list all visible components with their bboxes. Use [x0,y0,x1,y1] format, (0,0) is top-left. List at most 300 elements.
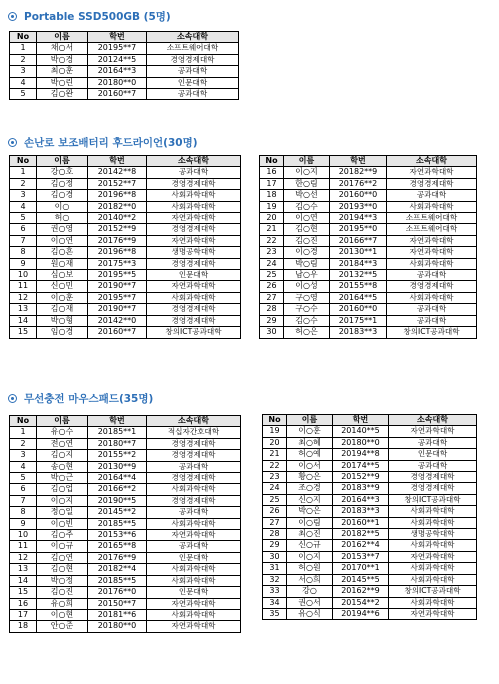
no-cell: 8 [10,507,37,518]
no-cell: 14 [10,315,37,326]
header-student-id: 학번 [88,156,147,167]
student-id-cell: 20190**7 [88,281,147,292]
student-id-cell: 20190**7 [88,304,147,315]
table-row [263,551,477,562]
table-row [260,270,477,281]
college-cell: 경영경제대학 [147,54,239,65]
college-cell: 경영경제대학 [147,258,241,269]
no-cell: 10 [10,270,37,281]
no-cell: 3 [10,190,37,201]
student-id-cell: 20185**1 [88,427,147,438]
college-cell: 공과대학 [147,66,239,77]
college-cell: 사회과학대학 [389,574,477,585]
college-cell: 사회과학대학 [147,575,241,586]
college-cell: 사회과학대학 [387,201,477,212]
name-cell: 박○형 [37,315,88,326]
college-cell: 생명공학대학 [389,529,477,540]
college-cell: 자연과학대학 [147,281,241,292]
student-id-cell: 20182**0 [88,201,147,212]
table-header-row [263,415,477,426]
no-cell: 29 [260,315,284,326]
name-cell: 강○ [287,586,333,597]
college-cell: 사회과학대학 [147,518,241,529]
table-row [10,270,241,281]
college-cell: 소프트웨어대학 [387,213,477,224]
student-id-cell: 20145**2 [88,507,147,518]
no-cell: 15 [10,587,37,598]
header-college: 소속대학 [387,156,477,167]
table-row [10,201,241,212]
name-cell: 김○현 [37,564,88,575]
table-row [263,483,477,494]
no-cell: 18 [10,621,37,632]
college-cell: 사회과학대학 [147,609,241,620]
student-id-cell: 20124**5 [88,54,147,65]
header-student-id: 학번 [330,156,387,167]
no-cell: 19 [263,426,287,437]
name-cell: 김○수 [284,315,330,326]
name-cell: 한○림 [284,178,330,189]
table-row [263,608,477,619]
student-id-cell: 20166**2 [88,484,147,495]
student-id-cell: 20193**0 [330,201,387,212]
table-row [260,224,477,235]
no-cell: 1 [10,167,37,178]
name-cell: 김○진 [284,235,330,246]
student-id-cell: 20180**0 [333,437,389,448]
name-cell: 최○혜 [287,437,333,448]
table-row [10,258,241,269]
student-id-cell: 20175**1 [330,315,387,326]
header-no: No [10,416,37,427]
no-cell: 30 [260,327,284,338]
table-row [10,54,239,65]
college-cell: 경영경제대학 [389,472,477,483]
college-cell: 자연과학대학 [387,235,477,246]
no-cell: 9 [10,518,37,529]
student-id-cell: 20154**2 [333,597,389,608]
no-cell: 20 [260,213,284,224]
college-cell: 사회과학대학 [387,258,477,269]
college-cell: 공과대학 [387,315,477,326]
college-cell: 자연과학대학 [147,235,241,246]
college-cell: 경영경제대학 [147,178,241,189]
winners-table-mousepad-left [9,415,241,633]
table-row [10,247,241,258]
table-row [10,77,239,88]
table-row [260,190,477,201]
no-cell: 22 [260,235,284,246]
student-id-cell: 20162**4 [333,540,389,551]
name-cell: 김○현 [284,224,330,235]
table-row [263,494,477,505]
table-row [263,437,477,448]
header-no: No [10,156,37,167]
student-id-cell: 20195**0 [330,224,387,235]
table-row [10,495,241,506]
name-cell: 이○경 [284,247,330,258]
name-cell: 김○지 [37,450,88,461]
header-no: No [10,32,37,43]
name-cell: 최○진 [287,529,333,540]
name-cell: 이○림 [287,517,333,528]
name-cell: 허○원 [287,563,333,574]
student-id-cell: 20155**2 [88,450,147,461]
name-cell: 조○경 [287,483,333,494]
no-cell: 16 [260,167,284,178]
table-row [260,258,477,269]
college-cell: 공과대학 [147,541,241,552]
student-id-cell: 20162**9 [333,586,389,597]
college-cell: 공과대학 [389,437,477,448]
table-row [260,315,477,326]
name-cell: 남○우 [284,270,330,281]
college-cell: 경영경제대학 [147,473,241,484]
student-id-cell: 20195**5 [88,270,147,281]
no-cell: 4 [10,461,37,472]
name-cell: 강○호 [37,167,88,178]
name-cell: 임○경 [37,327,88,338]
table-header-row [10,416,241,427]
bullet-icon [8,138,17,147]
no-cell: 16 [10,598,37,609]
no-cell: 26 [260,281,284,292]
header-name: 이름 [37,32,88,43]
table-row [10,552,241,563]
name-cell: 전○연 [37,438,88,449]
student-id-cell: 20153**7 [333,551,389,562]
student-id-cell: 20140**5 [333,426,389,437]
college-cell: 창의ICT공과대학 [389,586,477,597]
name-cell: 권○영 [37,224,88,235]
student-id-cell: 20145**5 [333,574,389,585]
no-cell: 15 [10,327,37,338]
college-cell: 경영경제대학 [147,224,241,235]
student-id-cell: 20152**9 [333,472,389,483]
table-row [10,518,241,529]
college-cell: 경영경제대학 [147,450,241,461]
table-row [10,473,241,484]
student-id-cell: 20176**9 [88,235,147,246]
no-cell: 18 [260,190,284,201]
student-id-cell: 20165**8 [88,541,147,552]
table-row [10,327,241,338]
no-cell: 24 [263,483,287,494]
name-cell: 허○은 [284,327,330,338]
name-cell: 이○규 [37,541,88,552]
table-row [10,461,241,472]
student-id-cell: 20160**0 [330,190,387,201]
table-row [10,167,241,178]
header-name: 이름 [37,156,88,167]
no-cell: 32 [263,574,287,585]
name-cell: 심○보 [37,270,88,281]
table-row [10,450,241,461]
college-cell: 자연과학대학 [389,551,477,562]
no-cell: 12 [10,292,37,303]
name-cell: 이○연 [37,235,88,246]
student-id-cell: 20184**3 [330,258,387,269]
college-cell: 창의ICT공과대학 [147,327,241,338]
student-id-cell: 20142**0 [88,315,147,326]
name-cell: 김○수 [284,201,330,212]
no-cell: 4 [10,201,37,212]
student-id-cell: 20194**6 [333,608,389,619]
student-id-cell: 20195**7 [88,43,147,54]
student-id-cell: 20142**8 [88,167,147,178]
no-cell: 22 [263,460,287,471]
no-cell: 4 [10,77,37,88]
table-row [263,529,477,540]
no-cell: 25 [263,494,287,505]
name-cell: 이○지 [284,167,330,178]
table-row [10,235,241,246]
no-cell: 6 [10,484,37,495]
winners-table-handwarmer-left [9,155,241,339]
name-cell: 정○일 [37,507,88,518]
student-id-cell: 20185**5 [88,518,147,529]
student-id-cell: 20150**7 [88,598,147,609]
student-id-cell: 20152**7 [88,178,147,189]
college-cell: 인문대학 [147,587,241,598]
name-cell: 김○업 [37,484,88,495]
name-cell: 신○지 [287,494,333,505]
college-cell: 경영경제대학 [387,281,477,292]
college-cell: 사회과학대학 [147,292,241,303]
college-cell: 사회과학대학 [147,564,241,575]
no-cell: 11 [10,281,37,292]
table-row [263,449,477,460]
student-id-cell: 20164**3 [333,494,389,505]
table-row [263,506,477,517]
name-cell: 구○영 [284,292,330,303]
college-cell: 생명공학대학 [147,247,241,258]
student-id-cell: 20194**3 [330,213,387,224]
section-title-handwarmer [8,135,198,150]
header-college: 소속대학 [147,32,239,43]
header-no: No [260,156,284,167]
college-cell: 자연과학대학 [387,247,477,258]
no-cell: 5 [10,213,37,224]
name-cell: 이○현 [37,609,88,620]
no-cell: 17 [260,178,284,189]
name-cell: 박○린 [37,77,88,88]
no-cell: 28 [260,304,284,315]
section-title-text: 무선충전 마우스패드(35명) [24,393,154,405]
student-id-cell: 20130**9 [88,461,147,472]
college-cell: 자연과학대학 [147,621,241,632]
college-cell: 자연과학대학 [147,598,241,609]
header-college: 소속대학 [389,415,477,426]
student-id-cell: 20176**0 [88,587,147,598]
table-header-row [260,156,477,167]
student-id-cell: 20132**5 [330,270,387,281]
table-row [10,484,241,495]
college-cell: 경영경제대학 [389,483,477,494]
student-id-cell: 20176**9 [88,552,147,563]
college-cell: 경영경제대학 [147,315,241,326]
winners-table-handwarmer-right [259,155,477,339]
student-id-cell: 20196**8 [88,190,147,201]
name-cell: 김○완 [37,89,88,100]
header-name: 이름 [37,416,88,427]
no-cell: 33 [263,586,287,597]
student-id-cell: 20164**3 [88,66,147,77]
no-cell: 14 [10,575,37,586]
student-id-cell: 20196**8 [88,247,147,258]
student-id-cell: 20166**7 [330,235,387,246]
college-cell: 경영경제대학 [147,438,241,449]
table-row [10,541,241,552]
college-cell: 인문대학 [389,449,477,460]
no-cell: 2 [10,54,37,65]
student-id-cell: 20190**5 [88,495,147,506]
college-cell: 사회과학대학 [387,292,477,303]
table-row [260,213,477,224]
header-name: 이름 [284,156,330,167]
student-id-cell: 20182**9 [330,167,387,178]
college-cell: 창의ICT공과대학 [387,327,477,338]
no-cell: 20 [263,437,287,448]
college-cell: 소프트웨어대학 [147,43,239,54]
student-id-cell: 20176**2 [330,178,387,189]
name-cell: 박○정 [37,575,88,586]
header-college: 소속대학 [147,156,241,167]
name-cell: 황○은 [287,472,333,483]
student-id-cell: 20183**3 [333,506,389,517]
college-cell: 공과대학 [387,304,477,315]
college-cell: 공과대학 [389,460,477,471]
student-id-cell: 20152**9 [88,224,147,235]
table-header-row [10,156,241,167]
no-cell: 3 [10,66,37,77]
student-id-cell: 20182**5 [333,529,389,540]
table-row [10,292,241,303]
no-cell: 21 [263,449,287,460]
name-cell: 허○ [37,213,88,224]
college-cell: 경영경제대학 [147,495,241,506]
table-row [263,563,477,574]
winners-table-mousepad-right [262,414,477,620]
name-cell: 김○진 [37,587,88,598]
section-title-text: 손난로 보조배터리 후드라이언(30명) [24,137,198,149]
name-cell: 박○림 [284,258,330,269]
college-cell: 경영경제대학 [147,304,241,315]
college-cell: 공과대학 [147,167,241,178]
student-id-cell: 20160**7 [88,327,147,338]
no-cell: 5 [10,473,37,484]
college-cell: 자연과학대학 [389,426,477,437]
bullet-icon [8,12,17,21]
header-college: 소속대학 [147,416,241,427]
college-cell: 창의ICT공과대학 [389,494,477,505]
no-cell: 8 [10,247,37,258]
name-cell: 박○은 [287,506,333,517]
no-cell: 10 [10,530,37,541]
student-id-cell: 20160**7 [88,89,147,100]
no-cell: 35 [263,608,287,619]
college-cell: 사회과학대학 [389,506,477,517]
college-cell: 사회과학대학 [147,201,241,212]
header-student-id: 학번 [88,416,147,427]
no-cell: 34 [263,597,287,608]
section-title-text: Portable SSD500GB (5명) [24,11,171,23]
college-cell: 공과대학 [147,89,239,100]
no-cell: 19 [260,201,284,212]
name-cell: 이○지 [287,551,333,562]
no-cell: 31 [263,563,287,574]
no-cell: 23 [260,247,284,258]
student-id-cell: 20140**2 [88,213,147,224]
college-cell: 사회과학대학 [147,190,241,201]
college-cell: 인문대학 [147,552,241,563]
college-cell: 공과대학 [147,461,241,472]
no-cell: 30 [263,551,287,562]
table-row [10,575,241,586]
no-cell: 13 [10,564,37,575]
student-id-cell: 20160**0 [330,304,387,315]
name-cell: 원○재 [37,258,88,269]
name-cell: 이○훈 [37,292,88,303]
table-row [10,190,241,201]
table-row [263,540,477,551]
no-cell: 6 [10,224,37,235]
student-id-cell: 20180**0 [88,621,147,632]
student-id-cell: 20185**5 [88,575,147,586]
name-cell: 이○빈 [37,518,88,529]
name-cell: 이○성 [284,281,330,292]
name-cell: 김○경 [37,190,88,201]
table-row [10,178,241,189]
table-row [260,167,477,178]
no-cell: 25 [260,270,284,281]
name-cell: 구○수 [284,304,330,315]
college-cell: 소프트웨어대학 [387,224,477,235]
winners-table-ssd [9,31,239,100]
table-row [10,530,241,541]
no-cell: 7 [10,495,37,506]
college-cell: 인문대학 [147,77,239,88]
table-row [10,43,239,54]
name-cell: 서○희 [287,574,333,585]
college-cell: 인문대학 [147,270,241,281]
table-row [260,292,477,303]
name-cell: 이○서 [287,460,333,471]
bullet-icon [8,394,17,403]
table-row [10,621,241,632]
table-row [10,564,241,575]
college-cell: 자연과학대학 [147,530,241,541]
college-cell: 자연과학대학 [147,213,241,224]
table-row [10,281,241,292]
no-cell: 13 [10,304,37,315]
table-row [263,586,477,597]
student-id-cell: 20174**5 [333,460,389,471]
no-cell: 1 [10,43,37,54]
no-cell: 27 [260,292,284,303]
name-cell: 이○ [37,201,88,212]
name-cell: 권○서 [287,597,333,608]
name-cell: 최○훈 [37,66,88,77]
college-cell: 자연과학대학 [387,167,477,178]
name-cell: 신○민 [37,281,88,292]
no-cell: 1 [10,427,37,438]
section-title-ssd [8,9,171,24]
student-id-cell: 20180**0 [88,77,147,88]
name-cell: 이○훈 [287,426,333,437]
section-title-mousepad [8,391,153,406]
name-cell: 유○수 [37,427,88,438]
